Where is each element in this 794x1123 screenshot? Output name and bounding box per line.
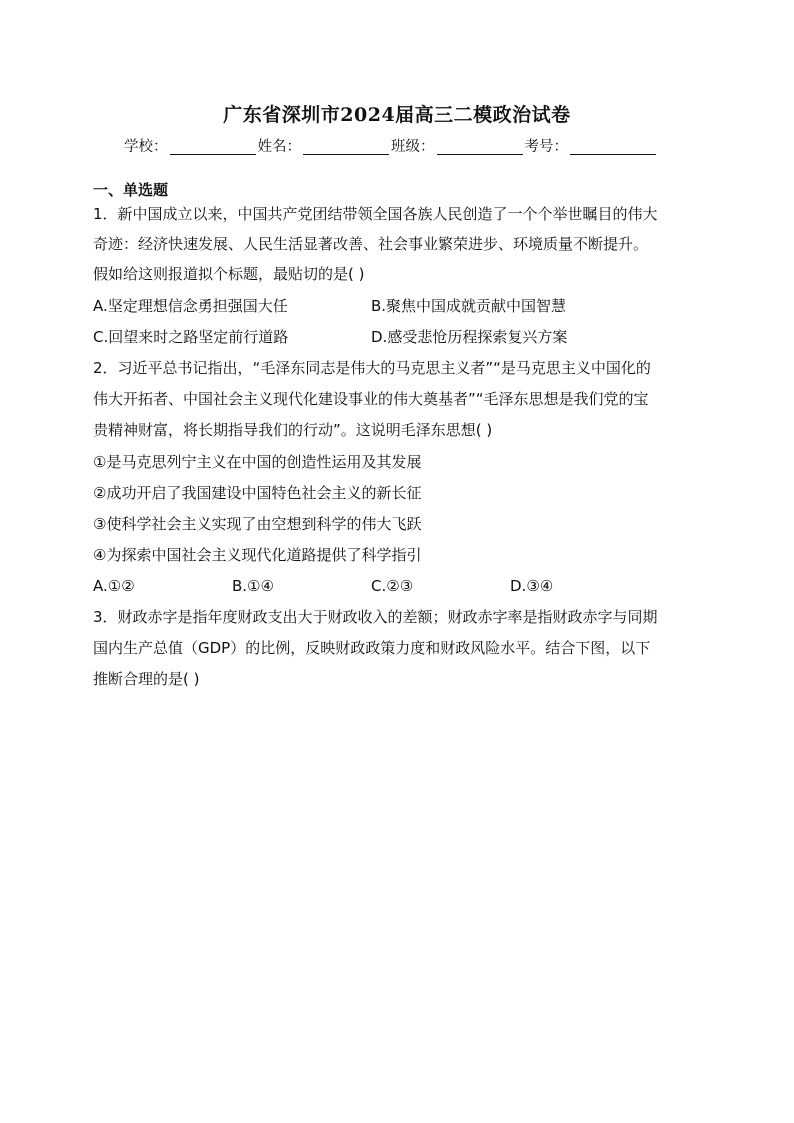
q2-option-d: D.③④	[510, 577, 554, 595]
school-blank	[170, 138, 256, 155]
q2-stem-line-1: 2．习近平总书记指出，“毛泽东同志是伟大的马克思主义者”“是马克思主义中国化的	[93, 359, 651, 377]
section-heading: 一、单选题	[93, 181, 169, 199]
q1-stem-line-1: 1．新中国成立以来，中国共产党团结带领全国各族人民创造了一个个举世瞩目的伟大	[93, 205, 658, 223]
school-label: 学校：	[124, 139, 168, 155]
q1-option-c: C.回望来时之路坚定前行道路	[93, 328, 289, 346]
student-info-row	[124, 134, 658, 158]
class-blank	[437, 138, 523, 155]
q2-stem-line-2: 伟大开拓者、中国社会主义现代化建设事业的伟大奠基者”“毛泽东思想是我们党的宝	[93, 390, 649, 408]
exam-number-label: 考号：	[524, 139, 568, 155]
q3-stem-line-3: 推断合理的是( )	[93, 670, 200, 688]
exam-number-blank	[570, 138, 656, 155]
class-label: 班级：	[391, 139, 435, 155]
q2-stem-line-3: 贵精神财富，将长期指导我们的行动”。这说明毛泽东思想( )	[93, 421, 493, 439]
q1-stem-line-3: 假如给这则报道拟个标题，最贴切的是( )	[93, 265, 365, 283]
q1-option-a: A.坚定理想信念勇担强国大任	[93, 297, 288, 315]
name-blank	[303, 138, 389, 155]
q2-statement-4: ④为探索中国社会主义现代化道路提供了科学指引	[93, 546, 422, 564]
exam-title: 广东省深圳市2024届高三二模政治试卷	[223, 104, 571, 126]
q2-statement-3: ③使科学社会主义实现了由空想到科学的伟大飞跃	[93, 515, 422, 533]
q3-stem-line-1: 3．财政赤字是指年度财政支出大于财政收入的差额；财政赤字率是指财政赤字与同期	[93, 608, 658, 626]
q1-option-d: D.感受悲怆历程探索复兴方案	[371, 328, 568, 346]
q2-statement-1: ①是马克思列宁主义在中国的创造性运用及其发展	[93, 453, 422, 471]
q1-stem-line-2: 奇迹：经济快速发展、人民生活显著改善、社会事业繁荣进步、环境质量不断提升。	[93, 235, 649, 253]
q2-option-c: C.②③	[371, 577, 414, 595]
q1-option-b: B.聚焦中国成就贡献中国智慧	[371, 297, 567, 315]
name-label: 姓名：	[257, 139, 301, 155]
q3-stem-line-2: 国内生产总值（GDP）的比例，反映财政政策力度和财政风险水平。结合下图，以下	[93, 639, 651, 657]
q2-option-a: A.①②	[93, 577, 135, 595]
q2-option-b: B.①④	[232, 577, 274, 595]
q2-statement-2: ②成功开启了我国建设中国特色社会主义的新长征	[93, 484, 422, 502]
